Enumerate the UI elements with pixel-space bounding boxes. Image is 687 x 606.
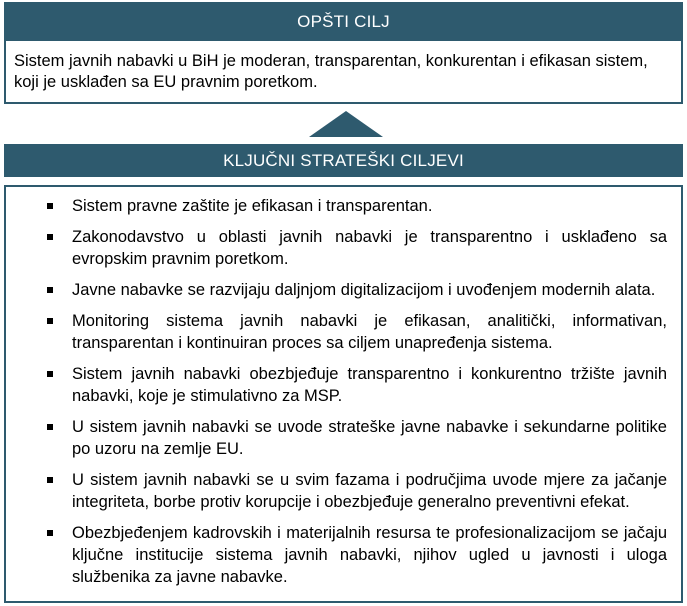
square-bullet-icon <box>47 371 53 377</box>
square-bullet-icon <box>47 477 53 483</box>
general-goal-text: Sistem javnih nabavki u BiH je moderan, transparentan, konkurentan i efikasan sistem, koji je usklađen sa EU pravnim poretkom. <box>14 52 648 91</box>
general-goal-box <box>4 41 683 104</box>
list-item <box>50 195 667 217</box>
square-bullet-icon <box>47 234 53 240</box>
list-item-text: Javne nabavke se razvijaju daljnjom digitalizacijom i uvođenjem modernih alata. <box>72 281 656 299</box>
square-bullet-icon <box>47 203 53 209</box>
square-bullet-icon <box>47 530 53 536</box>
list-item-text: Obezbjeđenjem kadrovskih i materijalnih resursa te profesionalizacijom se jačaju ključne institucije sistema javnih nabavki, njihov ugled u javnosti i uloga službenika za javne nabavke. <box>72 524 667 586</box>
square-bullet-icon <box>47 318 53 324</box>
strategic-goals-list <box>50 195 667 588</box>
list-item-text: U sistem javnih nabavki se uvode strateške javne nabavke i sekundarne politike po uzoru na zemlje EU. <box>72 418 667 458</box>
list-item <box>50 363 667 407</box>
list-item-text: Zakonodavstvo u oblasti javnih nabavki je transparentno i usklađeno sa evropskim pravnim poretkom. <box>72 228 667 268</box>
list-item <box>50 522 667 588</box>
square-bullet-icon <box>47 287 53 293</box>
list-item <box>50 226 667 270</box>
list-item-text: Sistem javnih nabavki obezbjeđuje transparentno i konkurentno tržište javnih nabavki, koje je stimulativno za MSP. <box>72 365 667 405</box>
up-arrow-triangle-icon <box>309 111 383 137</box>
list-item-text: U sistem javnih nabavki se u svim fazama i područjima uvode mjere za jačanje integriteta, borbe protiv korupcije i obezbjeđuje generalno preventivni efekat. <box>72 471 667 511</box>
general-goal-header: OPŠTI CILJ <box>4 2 683 41</box>
list-item <box>50 469 667 513</box>
strategic-goals-box <box>4 185 683 603</box>
list-item-text: Monitoring sistema javnih nabavki je efikasan, analitički, informativan, transparentan i kontinuiran proces sa ciljem unapređenja sistema. <box>72 312 667 352</box>
list-item <box>50 279 667 301</box>
list-item <box>50 310 667 354</box>
strategic-goals-header: KLJUČNI STRATEŠKI CILJEVI <box>4 144 683 177</box>
list-item <box>50 416 667 460</box>
square-bullet-icon <box>47 424 53 430</box>
list-item-text: Sistem pravne zaštite je efikasan i transparentan. <box>72 197 433 215</box>
